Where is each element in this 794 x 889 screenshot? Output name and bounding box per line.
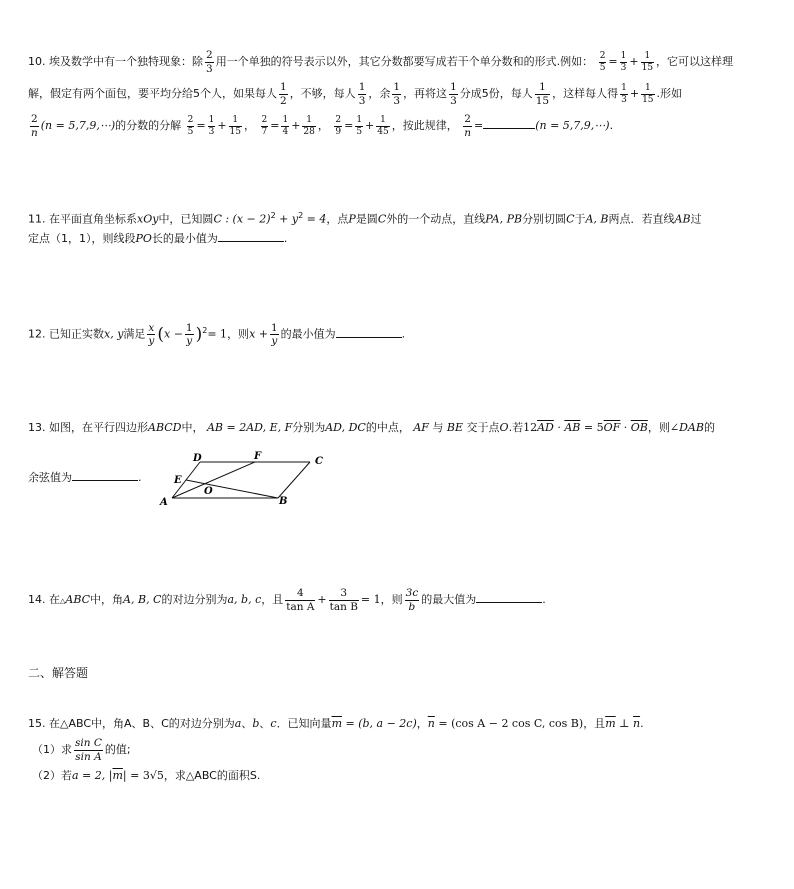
question-14 (28, 588, 770, 612)
math: A, B (585, 212, 609, 226)
text: ，则 (380, 593, 403, 606)
math: AF (413, 421, 429, 434)
fraction: $\frac{2}{9}$ (335, 114, 342, 137)
math: O (499, 421, 509, 434)
question-13-line-2 (28, 468, 770, 488)
equals: = (473, 119, 484, 132)
question-10: 10. 埃及数学中有一个独特现象：除 $\frac{2}{3}$ 用一个单独的符号表示以外，其它分数都要写成若干个单分数和的形式.例如： $\frac{2}{5}$ = $\frac{1}{3}$ + $\frac{1}{15}$ ，它可以这样理 (28, 49, 734, 75)
fraction: $\frac{1}{5}$ (356, 114, 363, 137)
math: ABC (65, 593, 91, 606)
math: = 1 (360, 593, 381, 606)
parallelogram-figure (150, 450, 340, 510)
condition: (n = 5,7,9,⋯) (40, 119, 116, 132)
text: 是圆 (355, 212, 378, 226)
text: ， (416, 717, 428, 730)
text: 分成5份，每人 (459, 87, 533, 100)
math: BE (446, 421, 464, 434)
math: = 1 (207, 327, 228, 341)
plus: + (317, 593, 327, 606)
math: x, y (104, 327, 124, 341)
math: C (377, 212, 387, 226)
text: 解，假定有两个面包，要平均分给5个人，如果每人 (28, 87, 277, 100)
math: P (348, 212, 356, 226)
label-b: B (279, 496, 288, 507)
question-15 (28, 714, 770, 734)
question-number: 10. (28, 55, 46, 68)
fraction: $\frac{2}{n}$ (464, 113, 471, 139)
fraction: $\frac{1}{3}$ (358, 81, 366, 107)
text: ．已知向量 (276, 717, 332, 730)
fraction: $\frac{1}{28}$ (303, 114, 315, 137)
math: a = 2, | (72, 769, 113, 782)
text: 中， (181, 421, 204, 434)
fraction: $\frac{1}{15}$ (642, 82, 654, 105)
text: 的对边分别为 (161, 593, 228, 606)
text: 分别切圆 (522, 212, 567, 226)
math: xOy (137, 212, 159, 226)
math: AB = 2AD, E, F (206, 421, 293, 434)
text: ，且 (583, 717, 606, 730)
text: 已知正实数 (49, 327, 104, 341)
math: a, b, c (227, 593, 262, 606)
text: 与 (432, 421, 444, 434)
text: 埃及数学中有一个独特现象：除 (49, 55, 203, 68)
fraction: $\frac{1}{3}$ (450, 81, 457, 107)
math: C : (x − 2) (213, 212, 271, 226)
question-11-line-2 (28, 229, 770, 249)
question-12 (28, 321, 770, 347)
math: AD, DC (325, 421, 366, 434)
fraction: $\frac{2}{3}$ (206, 49, 213, 75)
label-d: D (193, 453, 202, 464)
paren: ( (157, 324, 164, 345)
text: ，点 (326, 212, 349, 226)
fraction: $\frac{3}{\text{tan B}}$ (329, 587, 358, 613)
math: ∠DAB (669, 421, 704, 434)
math: 12 (523, 421, 538, 434)
period: . (609, 119, 614, 132)
part-label: （2）若 (32, 769, 72, 782)
separator: 、 (241, 717, 253, 730)
vector: $\overline{n}$ (427, 717, 435, 730)
text: 于 (574, 212, 586, 226)
math: PO (135, 232, 152, 245)
label-c: C (315, 456, 323, 467)
math: AB (674, 212, 691, 226)
answer-blank[interactable] (72, 468, 138, 481)
section-heading: 二、解答题 (28, 666, 89, 680)
fraction: $\frac{1}{3}$ (208, 114, 215, 137)
text: ，求△ABC的面积S. (163, 769, 261, 782)
text: 外的一个动点，直线 (386, 212, 486, 226)
math: C (566, 212, 575, 226)
text: 满足 (123, 327, 146, 341)
text: 的最小值为 (280, 327, 336, 341)
superscript: 2 (202, 326, 208, 335)
question-number: 12. (28, 327, 46, 341)
fraction: $\frac{1}{3}$ (621, 82, 627, 105)
text: 的 (703, 421, 715, 434)
fraction: $\frac{2}{5}$ (599, 50, 606, 73)
text: 的分数的分解 (115, 119, 182, 132)
superscript: 2 (298, 211, 304, 220)
text: 的中点， (365, 421, 410, 434)
segment-be (186, 480, 278, 498)
text: ，这样每人得 (552, 87, 619, 100)
vector: $\overline{AB}$ (564, 421, 581, 434)
text: 分别为 (292, 421, 326, 434)
text: ，余 (368, 87, 391, 100)
text: 在△ABC中，角A、B、C的对边分别为 (49, 717, 235, 730)
math: a (234, 717, 242, 730)
vector: $\overline{m}$ (605, 717, 616, 730)
fraction: $\frac{1}{3}$ (393, 81, 401, 107)
math: = 5 (580, 421, 604, 434)
period: . (542, 593, 546, 606)
text: ，则 (227, 327, 250, 341)
text: 过 (690, 212, 702, 226)
answer-blank[interactable] (336, 325, 402, 338)
question-number: 11. (28, 212, 46, 226)
text: 的最大值为 (421, 593, 477, 606)
superscript: 2 (270, 211, 276, 220)
math: x − (164, 327, 183, 341)
text: 中，角 (90, 593, 124, 606)
dot: · (620, 421, 631, 434)
fraction: $\frac{2}{7}$ (261, 114, 268, 137)
math: = 4 (303, 212, 327, 226)
fraction: $\frac{1}{15}$ (641, 50, 654, 73)
question-11 (28, 206, 770, 230)
text: .形如 (656, 87, 683, 100)
math: | = 3√5 (122, 769, 164, 782)
label-o: O (204, 486, 213, 497)
math: = (cos A − 2 cos C, cos B) (434, 717, 584, 730)
fraction: $\frac{2}{5}$ (187, 114, 194, 137)
fraction: $\frac{1}{y}$ (270, 321, 278, 348)
dot: · (553, 421, 565, 434)
text: ，按此规律， (391, 119, 458, 132)
fraction: $\frac{\text{sin C}}{\text{sin A}}$ (75, 737, 102, 763)
vector: $\overline{OF}$ (603, 421, 621, 434)
math: x + (249, 327, 268, 341)
text: ，不够，每人 (289, 87, 356, 100)
math: = (b, a − 2c) (342, 717, 417, 730)
question-number: 13. (28, 421, 46, 434)
fraction: $\frac{1}{15}$ (229, 114, 241, 137)
fraction: $\frac{x}{y}$ (148, 321, 155, 348)
text: 用一个单独的符号表示以外，其它分数都要写成若干个单分数和的形式.例如： (215, 55, 594, 68)
period: . (138, 471, 142, 484)
answer-blank[interactable] (218, 229, 284, 242)
text: 如图，在平行四边形 (49, 421, 148, 434)
math: b (252, 717, 260, 730)
math: ⊥ (615, 717, 633, 730)
separator: 、 (259, 717, 271, 730)
text: 在 (49, 593, 60, 606)
text: 在平面直角坐标系 (49, 212, 137, 226)
text: ，它可以这样理 (656, 55, 734, 68)
text: 的值; (104, 743, 131, 756)
question-15-part-1 (32, 738, 770, 762)
math: A, B, C (123, 593, 162, 606)
math: c (270, 717, 277, 730)
question-10-line-2: 解，假定有两个面包，要平均分给5个人，如果每人 $\frac{1}{2}$ ，不够，每人 $\frac{1}{3}$ ，余 $\frac{1}{3}$ ，再将这 $\frac{1}{3}$ 分成5份，每人 $\frac{1}{15}$ ，这样每人得 $\frac{1}{3}$ + $\frac{1}{15}$ .形如 (28, 81, 683, 107)
fraction: $\frac{1}{45}$ (377, 114, 389, 137)
label-e: E (174, 475, 182, 486)
fraction: $\frac{1}{4}$ (282, 114, 289, 137)
fraction: $\frac{2}{n}$ (31, 113, 38, 139)
triangle-symbol: △ (60, 597, 66, 605)
fraction: $\frac{1}{y}$ (185, 321, 193, 348)
segment-af (172, 462, 255, 498)
vector: $\overline{AD}$ (537, 421, 554, 434)
answer-blank[interactable] (483, 116, 535, 129)
part-label: （1）求 (32, 743, 72, 756)
period: . (401, 327, 406, 341)
period: . (283, 232, 288, 245)
fraction: $\frac{1}{15}$ (535, 81, 550, 107)
text: 两点．若直线 (608, 212, 675, 226)
vector: $\overline{m}$ (112, 769, 123, 782)
question-13 (28, 418, 770, 438)
text: 余弦值为 (28, 471, 72, 484)
vector: $\overline{OB}$ (630, 421, 648, 434)
edge-bc (278, 462, 310, 498)
question-number: 14. (28, 593, 46, 606)
fraction: $\frac{1}{3}$ (620, 50, 627, 73)
answer-blank[interactable] (476, 590, 542, 603)
text: ，则 (647, 421, 670, 434)
math: PA, PB (485, 212, 523, 226)
condition: (n = 5,7,9,⋯) (535, 119, 610, 132)
text: 交于点 (466, 421, 500, 434)
label-f: F (254, 451, 262, 462)
paren: ) (195, 324, 203, 345)
fraction: $\frac{1}{2}$ (280, 81, 287, 107)
fraction: $\frac{3c}{b}$ (405, 587, 419, 613)
vector: $\overline{n}$ (632, 717, 641, 730)
period: . (640, 717, 644, 730)
text: 中，已知圆 (158, 212, 214, 226)
math: ABCD (148, 421, 182, 434)
text: ，且 (261, 593, 284, 606)
question-15-part-2 (32, 766, 770, 786)
text: 定点（1，1），则线段 (28, 232, 136, 245)
question-number: 15. (28, 717, 46, 730)
text: ，再将这 (403, 87, 448, 100)
label-a: A (160, 497, 168, 508)
text: .若 (508, 421, 524, 434)
fraction: $\frac{4}{\text{tan A}}$ (286, 587, 315, 613)
math: + y (275, 212, 299, 226)
text: 长的最小值为 (151, 232, 218, 245)
vector: $\overline{m}$ (331, 717, 342, 730)
question-10-line-3: $\frac{2}{n}$ (n = 5,7,9,⋯)的分数的分解 $\frac{2}{5}$ = $\frac{1}{3}$ + $\frac{1}{15}$ ， $\frac{2}{7}$ = $\frac{1}{4}$ + $\frac{1}{28}$ ， $\frac{2}{9}$ = $\frac{1}{5}$ + $\frac{1}{45}$ ，按此规律， $\frac{2}{n}$ = (n = 5,7,9,⋯). (31, 113, 614, 139)
